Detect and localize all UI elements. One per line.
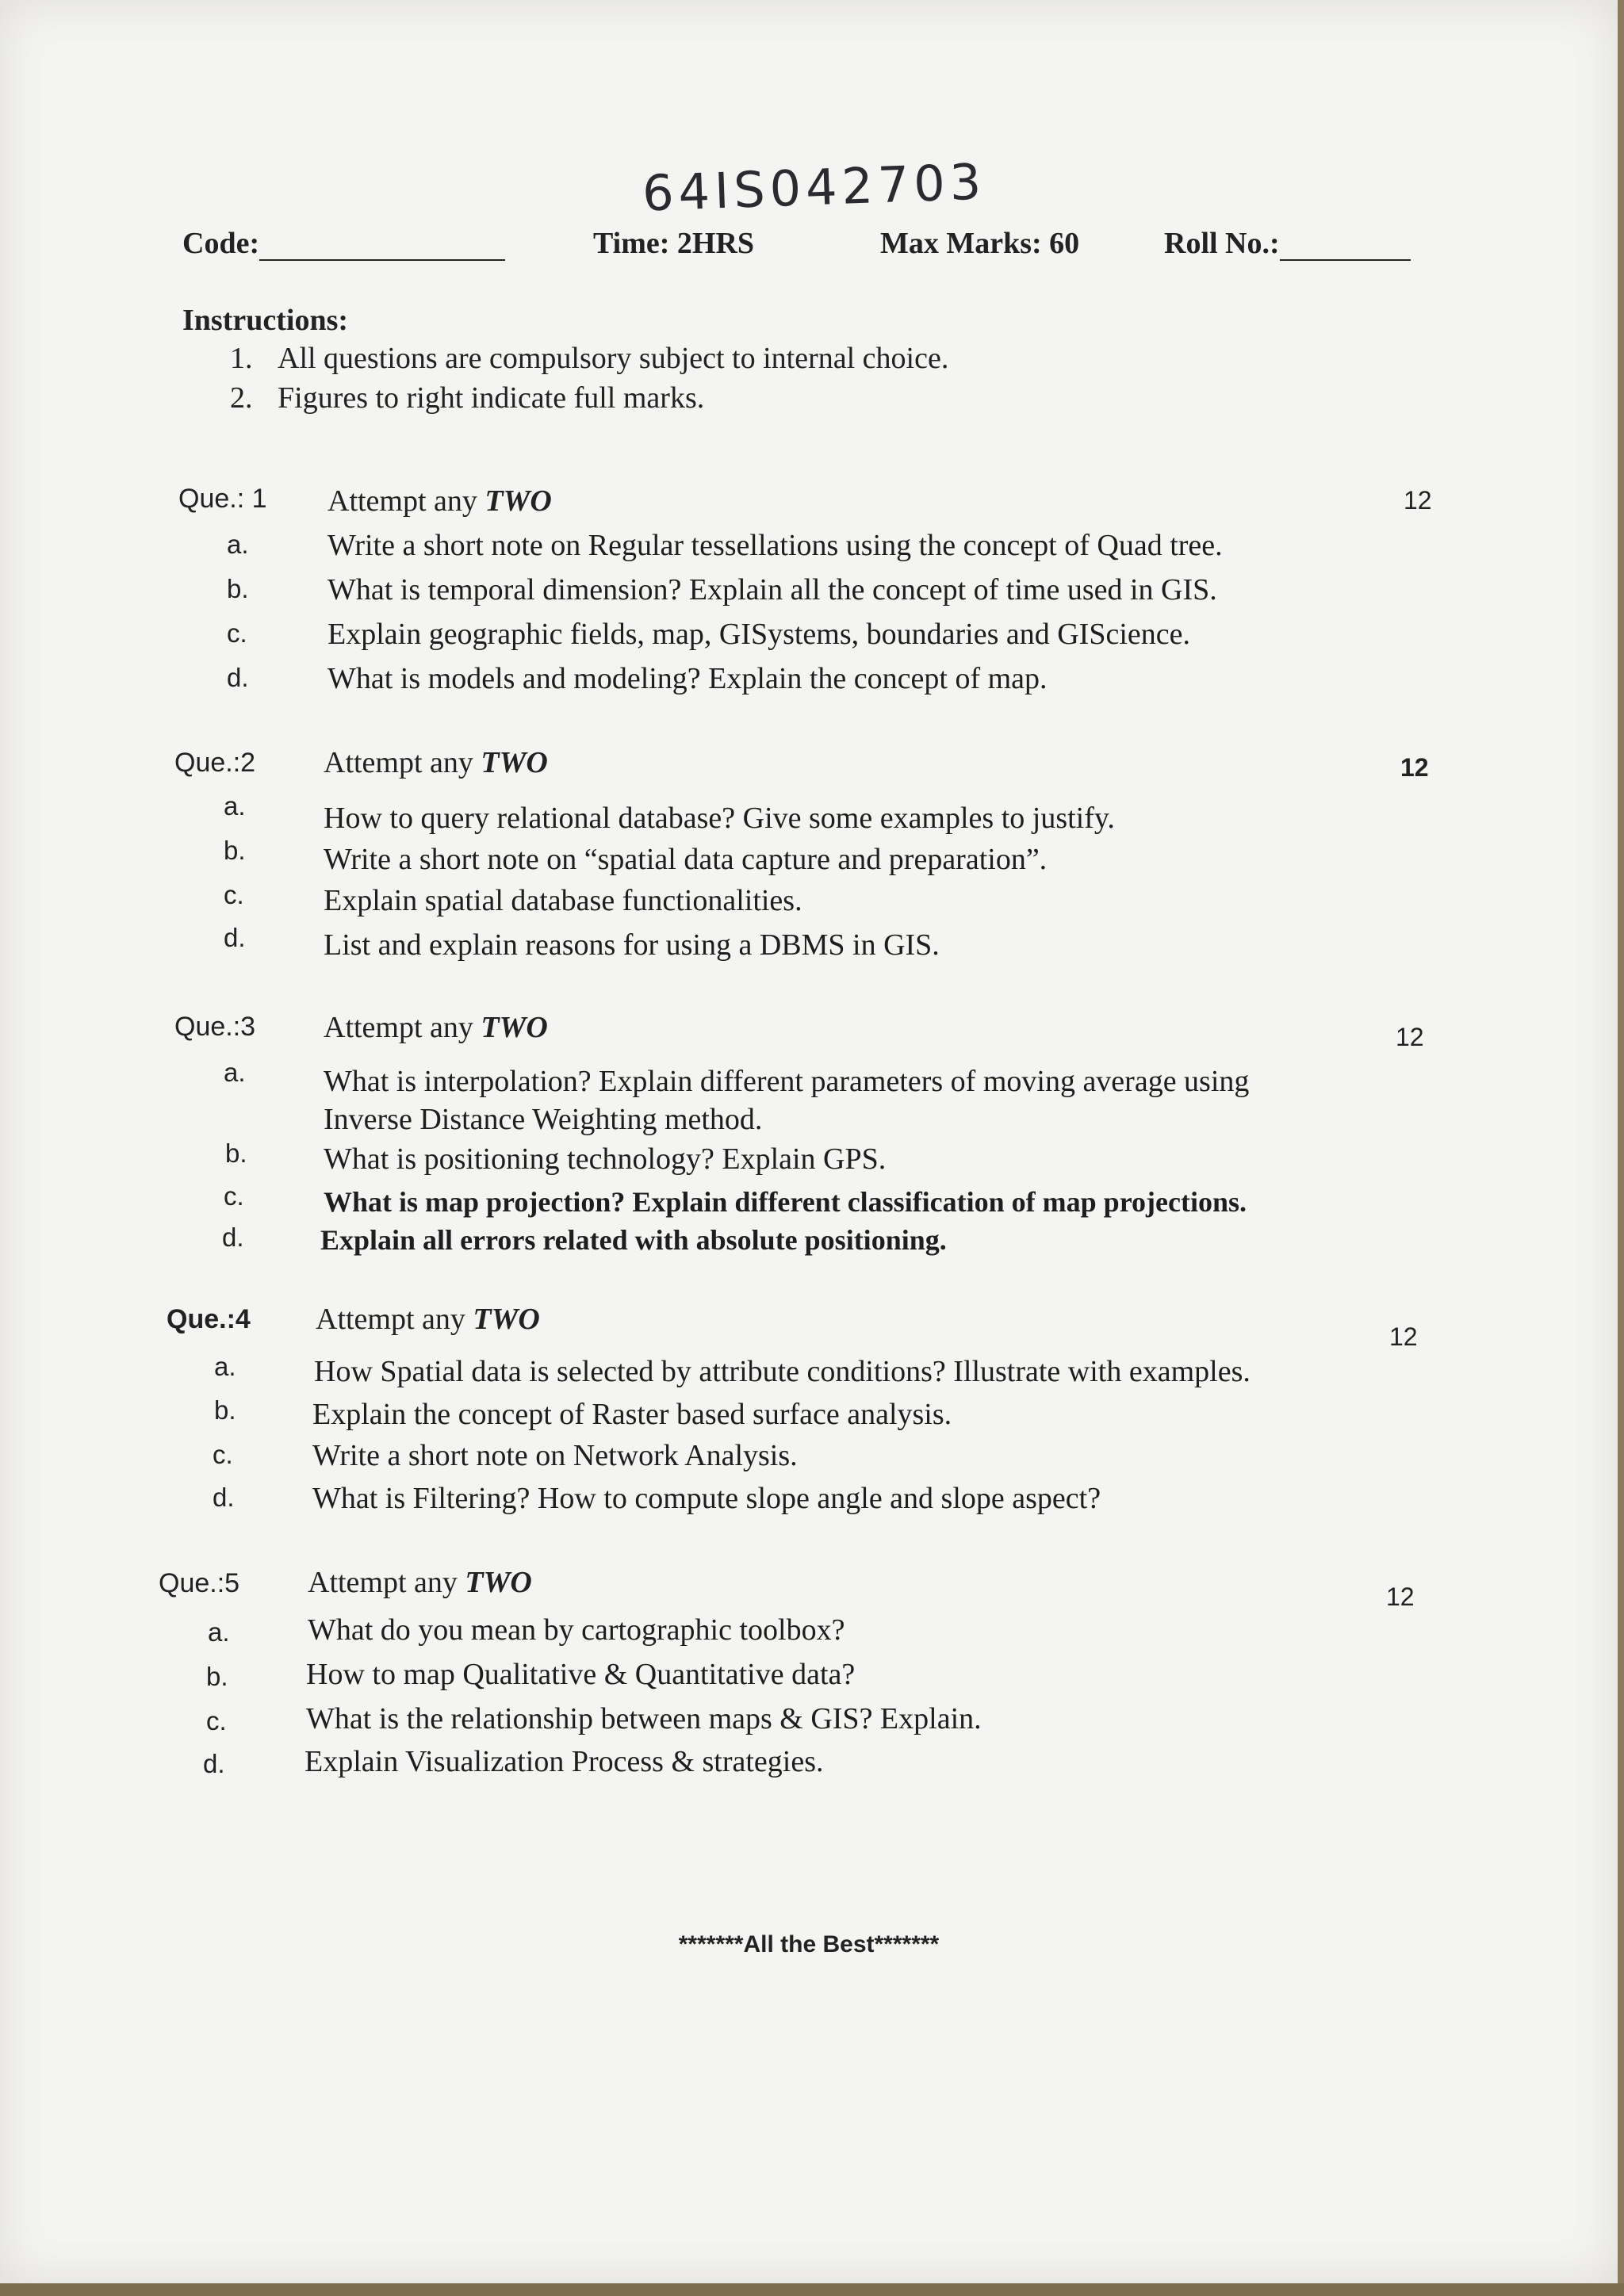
question-marks: 12 [1404,486,1432,515]
question-item-text: What is the relationship between maps & GIS? Explain. [306,1702,982,1735]
question-marks: 12 [1400,753,1429,782]
question-item-text: What do you mean by cartographic toolbox? [308,1613,845,1647]
question-label: Que.: 1 [178,484,267,514]
question-item-text: How to map Qualitative & Quantitative data? [306,1658,856,1691]
item-letter: c. [224,880,244,909]
question-marks: 12 [1396,1023,1424,1051]
instruction-number: 2. [230,381,253,415]
handwritten-paper-code: 64IS042703 [641,152,987,223]
heading-emphasis: TWO [485,484,552,518]
heading-prefix: Attempt any [324,1011,481,1044]
question-item-text: Explain geographic fields, map, GISystems, boundaries and GIScience. [327,618,1190,651]
question-item-text: What is positioning technology? Explain GPS. [324,1142,887,1176]
time-label: Time: 2HRS [593,227,755,260]
roll-no-blank-line [1280,232,1411,261]
question-marks: 12 [1386,1582,1415,1611]
background-surface-edge [0,2283,1624,2296]
heading-emphasis: TWO [481,1011,548,1044]
code-label: Code: [182,227,260,260]
item-letter: d. [203,1749,225,1778]
max-marks-label: Max Marks: 60 [880,227,1080,260]
item-letter: a. [224,791,246,821]
question-item-text: Explain the concept of Raster based surface analysis. [312,1398,952,1431]
item-letter: b. [225,1138,247,1168]
item-letter: a. [208,1617,230,1647]
item-letter: b. [227,574,249,603]
item-letter: a. [214,1352,236,1381]
question-item-text: What is interpolation? Explain different parameters of moving average using Inverse Distance Weighting method. [324,1065,1250,1136]
code-blank-line [259,232,505,261]
question-heading [316,1302,540,1337]
question-item-text: Explain all errors related with absolute positioning. [320,1224,947,1256]
paper-header [0,226,1618,274]
question-item-text: List and explain reasons for using a DBMS in GIS. [324,928,940,962]
instruction-item [230,381,704,415]
item-letter: d. [227,663,249,692]
question-label: Que.:4 [167,1304,251,1334]
question-item-text: What is models and modeling? Explain the concept of map. [327,662,1048,695]
heading-prefix: Attempt any [324,746,481,779]
item-letter: d. [224,923,246,952]
heading-emphasis: TWO [465,1566,532,1599]
heading-prefix: Attempt any [316,1303,473,1336]
item-letter: b. [214,1395,236,1425]
heading-emphasis: TWO [473,1303,540,1336]
question-marks: 12 [1389,1322,1418,1351]
question-heading [324,1010,548,1045]
item-letter: b. [206,1662,228,1691]
item-letter: d. [213,1483,235,1512]
roll-no-label: Roll No.: [1164,227,1280,260]
question-heading [324,745,548,780]
instruction-number: 1. [230,342,253,375]
question-item-text: Explain spatial database functionalities. [324,884,802,917]
question-item-text: How to query relational database? Give some examples to justify. [324,802,1115,835]
closing-message: *******All the Best******* [678,1931,940,1957]
item-letter: b. [224,836,246,865]
instruction-text: All questions are compulsory subject to internal choice. [278,342,949,375]
instruction-text: Figures to right indicate full marks. [278,381,705,415]
question-item-text: How Spatial data is selected by attribute conditions? Illustrate with examples. [314,1355,1251,1388]
instruction-item [230,341,948,376]
question-item-text: What is Filtering? How to compute slope angle and slope aspect? [312,1482,1101,1515]
question-heading [327,484,552,519]
item-letter: a. [227,530,249,559]
question-item-text: Write a short note on Network Analysis. [312,1439,798,1472]
question-item-text: Write a short note on Regular tessellations using the concept of Quad tree. [327,529,1223,562]
item-letter: c. [206,1706,227,1735]
question-item-text: What is map projection? Explain different classification of map projections. [324,1186,1247,1218]
question-item-text: Explain Visualization Process & strategies. [304,1745,824,1778]
question-label: Que.:3 [174,1012,256,1042]
instructions-title: Instructions: [182,304,349,337]
question-label: Que.:5 [159,1568,240,1598]
heading-emphasis: TWO [481,746,548,779]
heading-prefix: Attempt any [308,1566,465,1599]
item-letter: d. [222,1223,244,1252]
item-letter: c. [213,1440,233,1469]
roll-no-field [1164,226,1411,261]
question-heading [308,1565,532,1600]
question-item-text: Write a short note on “spatial data capture and preparation”. [324,843,1048,876]
question-item-text: What is temporal dimension? Explain all the concept of time used in GIS. [327,573,1217,607]
question-label: Que.:2 [174,748,256,778]
item-letter: c. [224,1181,244,1211]
item-letter: a. [224,1058,246,1087]
code-field [182,226,505,261]
heading-prefix: Attempt any [327,484,485,518]
item-letter: c. [227,618,247,648]
